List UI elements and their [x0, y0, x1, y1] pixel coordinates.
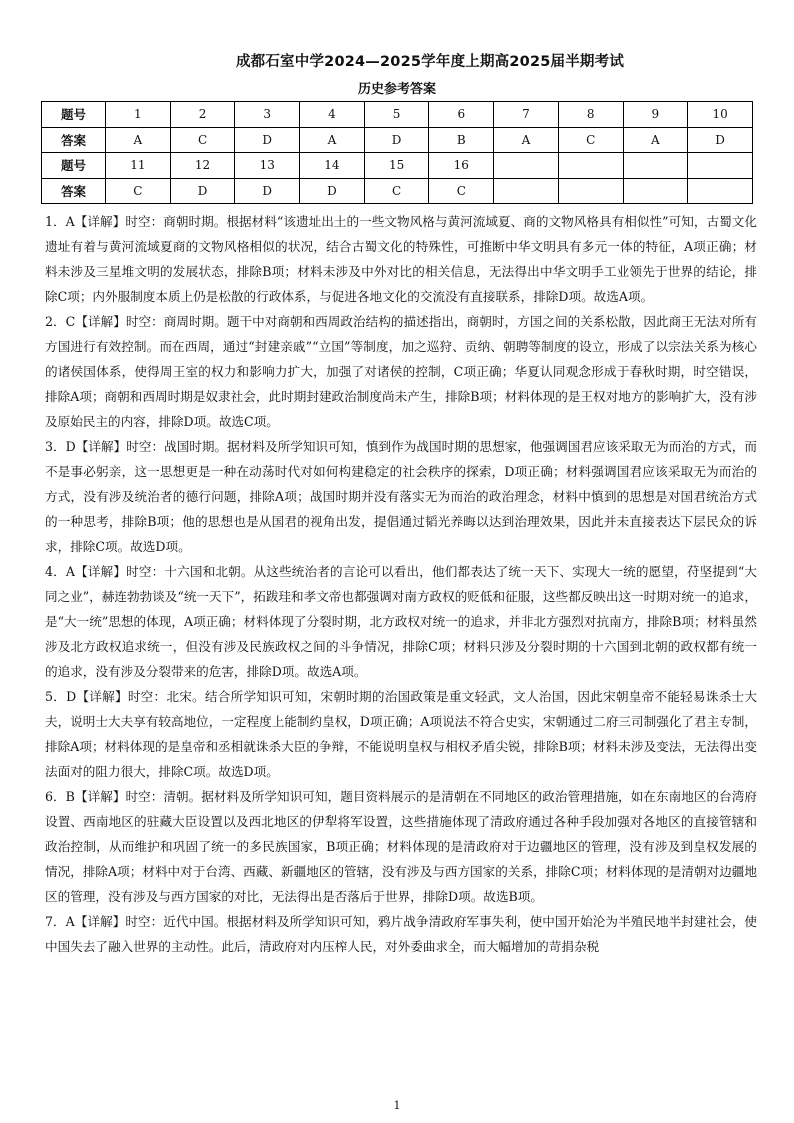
answer-table	[41, 101, 753, 204]
explanation-paragraph-6: 6．B【详解】时空：清朝。据材料及所学知识可知，题目资料展示的是清朝在不同地区的政治管理措施，如在东南地区的台湾府设置、西南地区的驻藏大臣设置以及西北地区的伊犁将军设置，这些措施体现了清政府通过各种手段加强对各地区的直接管辖和政治控制，从而维护和巩固了统一的多民族国家，B项正确；材料体现的是清政府对于边疆地区的管理，没有涉及到皇权发展的情况，排除A项；材料中对于台湾、西藏、新疆地区的管辖，没有涉及与西方国家的关系，排除C项；材料体现的是清朝对边疆地区的管理，没有涉及与西方国家的对比，无法得出是否落后于世界，排除D项。故选B项。	[45, 789, 757, 904]
question-number-cell: 1	[106, 102, 171, 128]
question-number-cell	[688, 153, 753, 179]
question-number-cell: 12	[170, 153, 235, 179]
question-number-cell: 11	[106, 153, 171, 179]
question-number-cell: 15	[364, 153, 429, 179]
answer-cell: D	[235, 178, 300, 204]
question-number-cell: 2	[170, 102, 235, 128]
answer-cell	[558, 178, 623, 204]
answer-cell: C	[364, 178, 429, 204]
page-subtitle: 历史参考答案	[357, 82, 436, 97]
question-number-cell: 3	[235, 102, 300, 128]
question-number-cell	[558, 153, 623, 179]
row-label-number: 题号	[42, 153, 106, 179]
question-number-cell: 14	[300, 153, 365, 179]
table-row-answers-2	[42, 178, 753, 204]
answer-cell: D	[300, 178, 365, 204]
answer-cell: A	[623, 127, 688, 153]
answer-cell: C	[170, 127, 235, 153]
answer-cell: A	[300, 127, 365, 153]
table-row-answers-1	[42, 127, 753, 153]
answer-cell: C	[558, 127, 623, 153]
table-row-numbers-2	[42, 153, 753, 179]
answer-cell: D	[688, 127, 753, 153]
explanation-paragraph-2: 2．C【详解】时空：商周时期。题干中对商朝和西周政治结构的描述指出，商朝时，方国之间的关系松散，因此商王无法对所有方国进行有效控制。而在西周，通过“封建亲戚”“立国”等制度，加之巡狩、贡纳、朝聘等制度的设立，形成了以宗法关系为核心的诸侯国体系，使得周王室的权力和影响力扩大，加强了对诸侯的控制，C项正确；华夏认同观念形成于春秋时期，时空错误，排除A项；商朝和西周时期是奴隶社会，此时期封建政治制度尚未产生，排除B项；材料体现的是王权对地方的影响扩大，没有涉及原始民主的内容，排除D项。故选C项。	[45, 314, 757, 429]
question-number-cell: 7	[494, 102, 559, 128]
question-number-cell: 8	[558, 102, 623, 128]
answer-cell: C	[429, 178, 494, 204]
explanation-paragraph-7: 7．A【详解】时空：近代中国。根据材料及所学知识可知，鸦片战争清政府军事失利，使中国开始沦为半殖民地半封建社会，使中国失去了融入世界的主动性。此后，清政府对内压榨人民，对外委曲求全，而大幅增加的苛捐杂税	[45, 914, 757, 954]
explanation-paragraph-5: 5．D【详解】时空：北宋。结合所学知识可知，宋朝时期的治国政策是重文轻武，文人治国，因此宋朝皇帝不能轻易诛杀士大夫，说明士大夫享有较高地位，一定程度上能制约皇权，D项正确；A项说法不符合史实，宋朝通过二府三司制强化了君主专制，排除A项；材料体现的是皇帝和丞相就诛杀大臣的争辩，不能说明皇权与相权矛盾尖锐，排除B项；材料未涉及变法，无法得出变法面对的阻力很大，排除C项。故选D项。	[45, 689, 757, 779]
row-label-number: 题号	[42, 102, 106, 128]
answer-cell: D	[170, 178, 235, 204]
answer-cell	[688, 178, 753, 204]
question-number-cell: 9	[623, 102, 688, 128]
answer-cell: C	[106, 178, 171, 204]
explanations	[45, 209, 757, 959]
question-number-cell	[623, 153, 688, 179]
answer-cell: A	[106, 127, 171, 153]
explanation-paragraph-1: 1．A【详解】时空：商朝时期。根据材料“该遗址出土的一些文物风格与黄河流域夏、商的文物风格具有相似性”可知，古蜀文化遗址有着与黄河流域夏商的文物风格相似的状况，结合古蜀文化的特殊性，可推断中华文明具有多元一体的特征，A项正确；材料未涉及三星堆文明的发展状态，排除B项；材料未涉及中外对比的相关信息，无法得出中华文明手工业领先于世界的结论，排除C项；内外服制度本质上仍是松散的行政体系，与促进各地文化的交流没有直接联系，排除D项。故选A项。	[45, 214, 757, 304]
answer-cell: A	[494, 127, 559, 153]
page-title: 成都石室中学2024—2025学年度上期高2025届半期考试	[235, 54, 625, 70]
explanation-paragraph-3: 3．D【详解】时空：战国时期。据材料及所学知识可知，慎到作为战国时期的思想家，他强调国君应该采取无为而治的方式，而不是事必躬亲，这一思想更是一种在动荡时代对如何构建稳定的社会秩序的探索，D项正确；材料强调国君应该采取无为而治的方式，没有涉及统治者的德行问题，排除A项；战国时期并没有落实无为而治的政治理念，材料中慎到的思想是对国君统治方式的一种思考，排除B项；他的思想也是从国君的视角出发，提倡通过韬光养晦以达到治理效果，因此并未直接表达下层民众的诉求，排除C项。故选D项。	[45, 439, 757, 554]
question-number-cell: 6	[429, 102, 494, 128]
question-number-cell: 10	[688, 102, 753, 128]
question-number-cell: 16	[429, 153, 494, 179]
answer-cell	[623, 178, 688, 204]
question-number-cell: 5	[364, 102, 429, 128]
page-number: 1	[393, 1099, 401, 1112]
question-number-cell: 4	[300, 102, 365, 128]
answer-cell: D	[364, 127, 429, 153]
row-label-answer: 答案	[42, 127, 106, 153]
question-number-cell	[494, 153, 559, 179]
table-row-numbers-1	[42, 102, 753, 128]
answer-cell: B	[429, 127, 494, 153]
row-label-answer: 答案	[42, 178, 106, 204]
answer-cell: D	[235, 127, 300, 153]
answer-cell	[494, 178, 559, 204]
question-number-cell: 13	[235, 153, 300, 179]
explanation-paragraph-4: 4．A【详解】时空：十六国和北朝。从这些统治者的言论可以看出，他们都表达了统一天下、实现大一统的愿望，苻坚提到“大同之业”，赫连勃勃谈及“统一天下”，拓跋珪和孝文帝也都强调对南方政权的贬低和征服，这些都反映出这一时期对统一的追求，是“大一统”思想的体现，A项正确；材料体现了分裂时期，北方政权对统一的追求，并非北方强烈对抗南方，排除B项；材料虽然涉及北方政权追求统一，但没有涉及民族政权之间的斗争情况，排除C项；材料只涉及分裂时期的十六国到北朝的政权都有统一的追求，没有涉及分裂带来的危害，排除D项。故选A项。	[45, 564, 757, 679]
